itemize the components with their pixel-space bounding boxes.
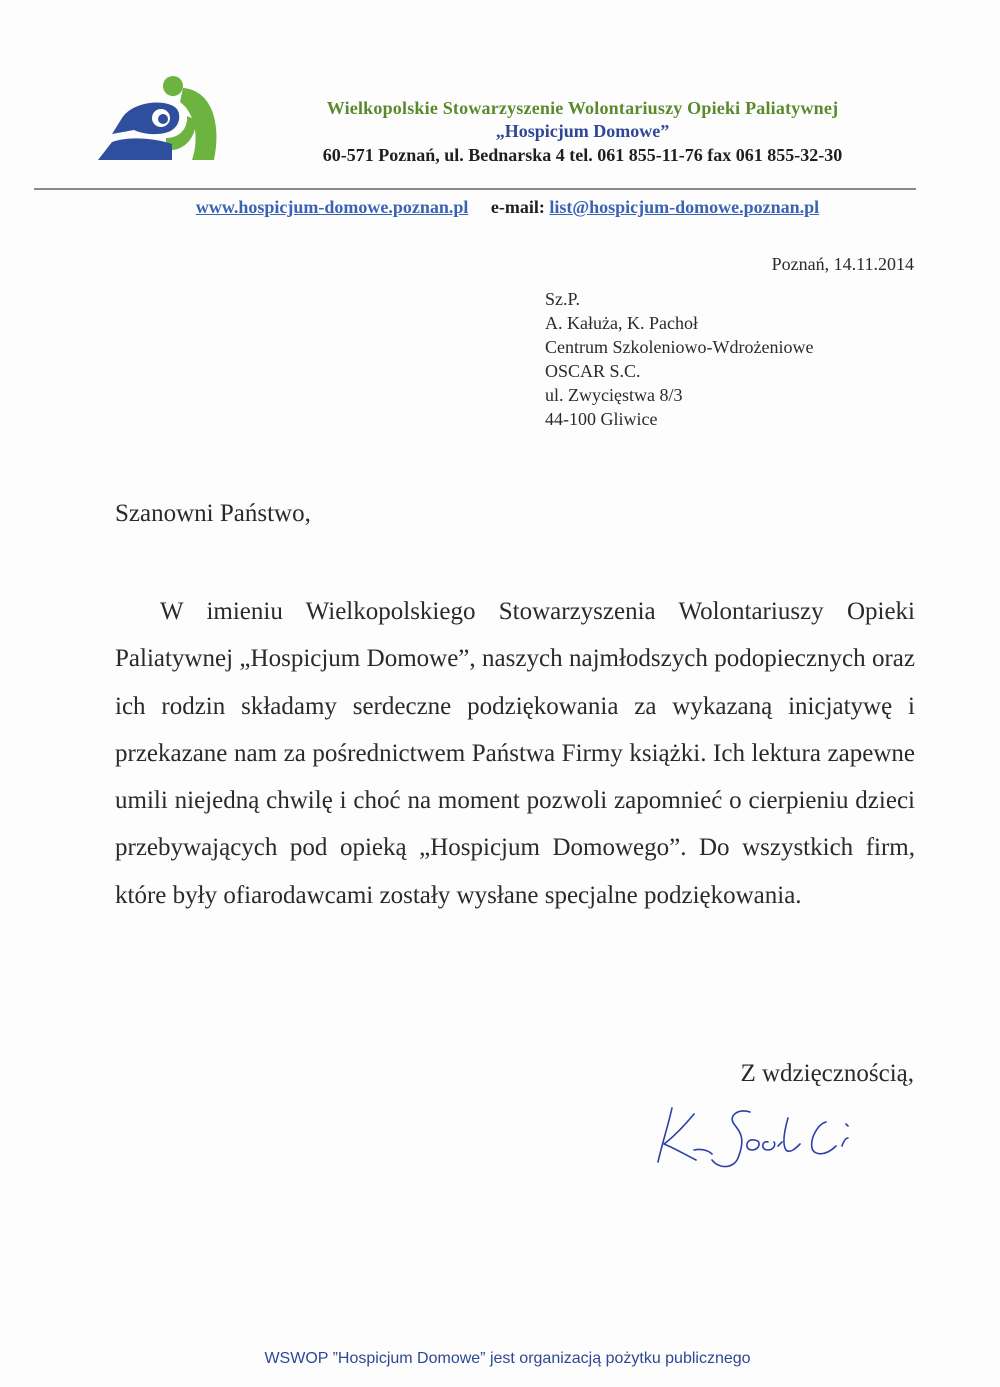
email-label: e-mail: <box>490 197 545 217</box>
recipient-names: A. Kałuża, K. Pachoł <box>545 313 698 333</box>
footer-note: WSWOP ”Hospicjum Domowe” jest organizacją pożytku publicznego <box>264 1350 751 1367</box>
logo-green-body <box>180 88 216 160</box>
org-subname: „Hospicjum Domowe” <box>495 121 670 141</box>
recipient-street: ul. Zwycięstwa 8/3 <box>545 385 683 405</box>
website-link[interactable]: www.hospicjum-domowe.poznan.pl <box>195 197 469 217</box>
salutation: Szanowni Państwo, <box>115 500 311 527</box>
logo-blue-base <box>98 138 172 160</box>
recipient-company-line2: OSCAR S.C. <box>545 361 641 381</box>
email-link[interactable]: list@hospicjum-domowe.poznan.pl <box>549 197 820 217</box>
logo-green-head <box>163 76 183 96</box>
handwritten-signature <box>650 1098 880 1178</box>
logo-blue-head-inner <box>158 114 168 124</box>
closing: Z wdzięcznością, <box>740 1060 914 1087</box>
letter-date: Poznań, 14.11.2014 <box>771 254 914 274</box>
recipient-honorific: Sz.P. <box>545 289 581 309</box>
recipient-company-line1: Centrum Szkoleniowo-Wdrożeniowe <box>545 337 814 357</box>
letter-body: W imieniu Wielkopolskiego Stowarzyszenia Wolontariuszy Opieki Paliatywnej „Hospicjum Domowe”, naszych najmłodszych podopiecznych oraz ich rodzin składamy serdeczne podziękowania za wykazaną inicjatywę i przekazane nam za pośrednictwem Państwa Firmy książki. Ich lektura zapewne umili niejedną chwilę i choć na moment pozwoli zapomnieć o cierpieniu dzieci przebywających pod opieką „Hospicjum Domowego”. Do wszystkich firm, które były ofiarodawcami zostały wysłane specjalne podziękowania. <box>115 598 915 909</box>
org-address: 60-571 Poznań, ul. Bednarska 4 tel. 061 855-11-76 fax 061 855-32-30 <box>322 145 843 165</box>
recipient-city: 44-100 Gliwice <box>545 409 658 429</box>
contact-line <box>100 197 915 218</box>
hospice-logo-icon <box>88 72 220 164</box>
org-name: Wielkopolskie Stowarzyszenie Wolontariuszy Opieki Paliatywnej <box>326 98 839 118</box>
header-divider <box>34 188 916 190</box>
recipient-block <box>545 287 813 431</box>
